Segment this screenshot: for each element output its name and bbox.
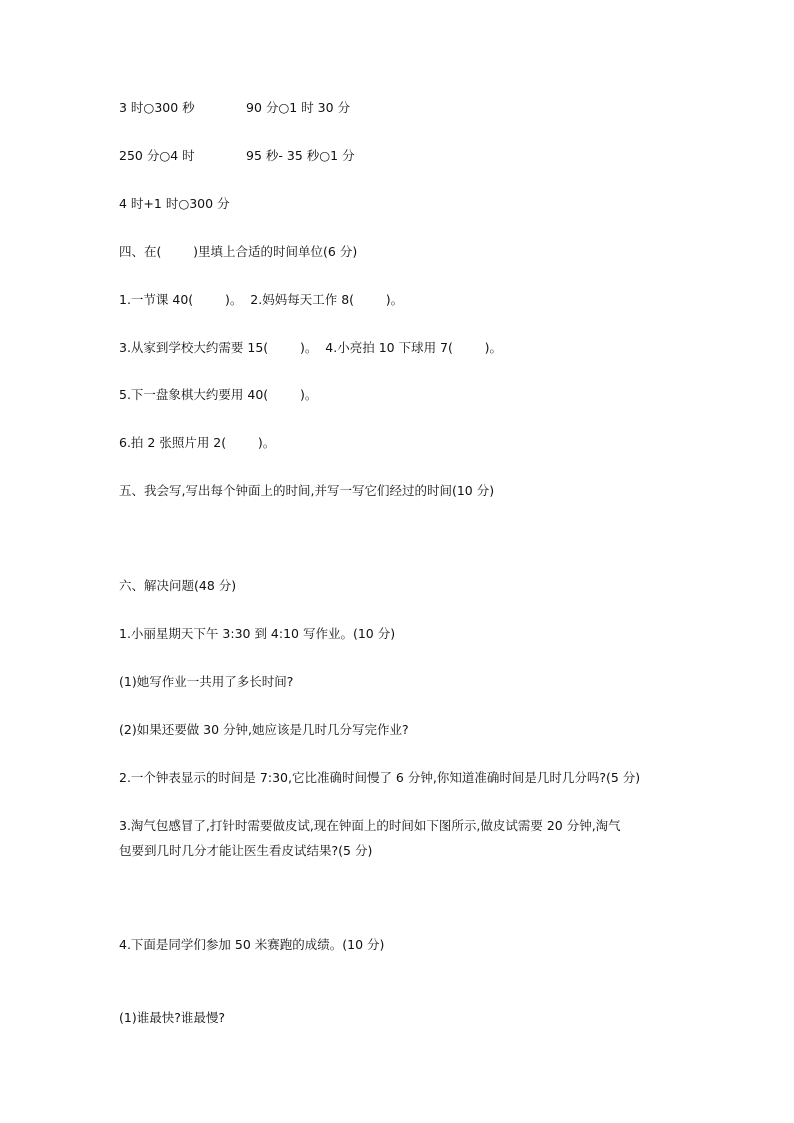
- problem-1-part-2: (2)如果还要做 30 分钟,她应该是几时几分写完作业?: [119, 722, 409, 737]
- section4-q1: 1.一节课 40( )。 2.妈妈每天工作 8( )。: [119, 292, 404, 307]
- problem-3-line-2: 包要到几时几分才能让医生看皮试结果?(5 分): [119, 843, 373, 858]
- problem-2: 2.一个钟表显示的时间是 7:30,它比准确时间慢了 6 分钟,你知道准确时间是几时几分吗?(5 分): [119, 770, 641, 785]
- section4-q6: 6.拍 2 张照片用 2( )。: [119, 435, 276, 450]
- section4-q5: 5.下一盘象棋大约要用 40( )。: [119, 387, 318, 402]
- compare-r3c1: 4 时+1 时○300 分: [119, 196, 230, 211]
- problem-1-part-1: (1)她写作业一共用了多长时间?: [119, 674, 294, 689]
- section5-heading: 五、我会写,写出每个钟面上的时间,并写一写它们经过的时间(10 分): [119, 483, 495, 498]
- section4-q3: 3.从家到学校大约需要 15( )。 4.小亮拍 10 下球用 7( )。: [119, 340, 503, 355]
- problem-4-part-1: (1)谁最快?谁最慢?: [119, 1010, 225, 1025]
- section4-heading: 四、在( )里填上合适的时间单位(6 分): [119, 244, 358, 259]
- compare-r1c2: 90 分○1 时 30 分: [246, 100, 351, 115]
- problem-4: 4.下面是同学们参加 50 米赛跑的成绩。(10 分): [119, 937, 385, 952]
- problem-3-line-1: 3.淘气包感冒了,打针时需要做皮试,现在钟面上的时间如下图所示,做皮试需要 20 分钟,淘气: [119, 818, 621, 833]
- compare-r2c2: 95 秒- 35 秒○1 分: [246, 148, 355, 163]
- compare-r2c1: 250 分○4 时: [119, 148, 195, 163]
- problem-1: 1.小丽星期天下午 3:30 到 4:10 写作业。(10 分): [119, 626, 396, 641]
- section6-heading: 六、解决问题(48 分): [119, 578, 237, 593]
- compare-r1c1: 3 时○300 秒: [119, 100, 195, 115]
